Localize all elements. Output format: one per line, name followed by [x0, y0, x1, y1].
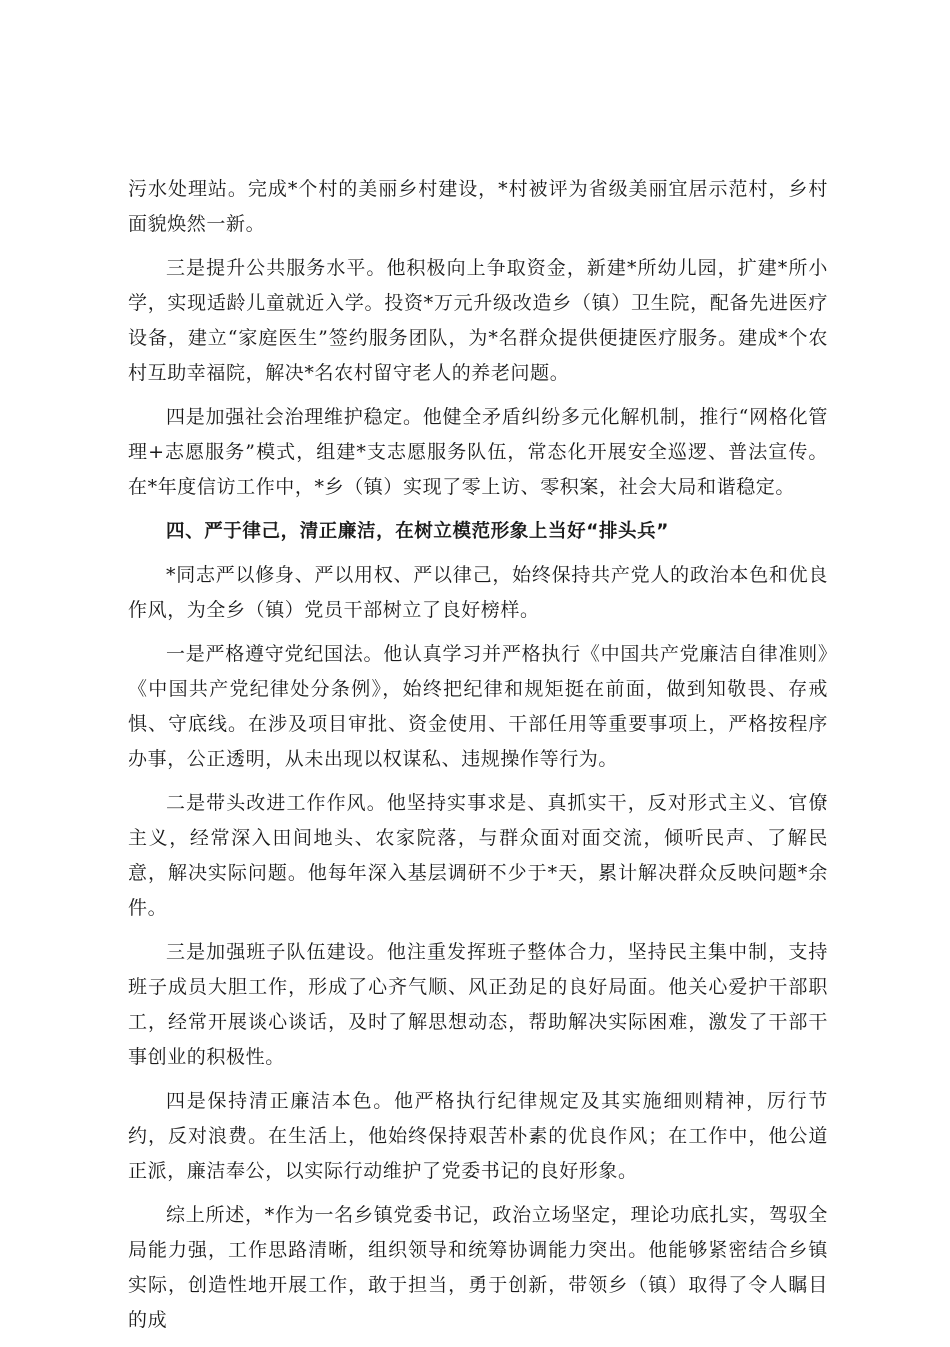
paragraph-public-services: 三是提升公共服务水平。他积极向上争取资金，新建*所幼儿园，扩建*所小学，实现适龄儿童就近入学。投资*万元升级改造乡（镇）卫生院，配备先进医疗设备，建立“家庭医生”签约服务团队，为*名群众提供便捷医疗服务。建成*个农村互助幸福院，解决*名农村留守老人的养老问题。: [128, 257, 828, 384]
paragraph-party-discipline: 一是严格遵守党纪国法。他认真学习并严格执行《中国共产党廉洁自律准则》《中国共产党纪律处分条例》，始终把纪律和规矩挺在前面，做到知敬畏、存戒惧、守底线。在涉及项目审批、资金使用、干部任用等重要事项上，严格按程序办事，公正透明，从未出现以权谋私、违规操作等行为。: [128, 643, 828, 770]
paragraph-continuation: 污水处理站。完成*个村的美丽乡村建设，*村被评为省级美丽宜居示范村，乡村面貌焕然一新。: [128, 178, 828, 235]
section-heading-four: 四、严于律己，清正廉洁，在树立模范形象上当好“排头兵”: [166, 521, 670, 542]
paragraph-social-governance: 四是加强社会治理维护稳定。他健全矛盾纠纷多元化解机制，推行“网格化管理+志愿服务”模式，组建*支志愿服务队伍，常态化开展安全巡逻、普法宣传。在*年度信访工作中，*乡（镇）实现了零上访、零积案，社会大局和谐稳定。: [128, 406, 828, 498]
document-body: [128, 172, 828, 1347]
paragraph-team-building: 三是加强班子队伍建设。他注重发挥班子整体合力，坚持民主集中制，支持班子成员大胆工作，形成了心齐气顺、风正劲足的良好局面。他关心爱护干部职工，经常开展谈心谈话，及时了解思想动态，帮助解决实际困难，激发了干部干事创业的积极性。: [128, 941, 828, 1068]
paragraph-integrity: 四是保持清正廉洁本色。他严格执行纪律规定及其实施细则精神，厉行节约，反对浪费。在生活上，他始终保持艰苦朴素的优良作风；在工作中，他公道正派，廉洁奉公，以实际行动维护了党委书记的良好形象。: [128, 1090, 828, 1182]
paragraph-work-style: 二是带头改进工作作风。他坚持实事求是、真抓实干，反对形式主义、官僚主义，经常深入田间地头、农家院落，与群众面对面交流，倾听民声、了解民意，解决实际问题。他每年深入基层调研不少于*天，累计解决群众反映问题*余件。: [128, 792, 828, 919]
paragraph-section-intro: *同志严以修身、严以用权、严以律己，始终保持共产党人的政治本色和优良作风，为全乡（镇）党员干部树立了良好榜样。: [128, 564, 828, 621]
paragraph-summary: 综上所述，*作为一名乡镇党委书记，政治立场坚定，理论功底扎实，驾驭全局能力强，工作思路清晰，组织领导和统筹协调能力突出。他能够紧密结合乡镇实际，创造性地开展工作，敢于担当，勇于创新，带领乡（镇）取得了令人瞩目的成: [128, 1204, 828, 1331]
